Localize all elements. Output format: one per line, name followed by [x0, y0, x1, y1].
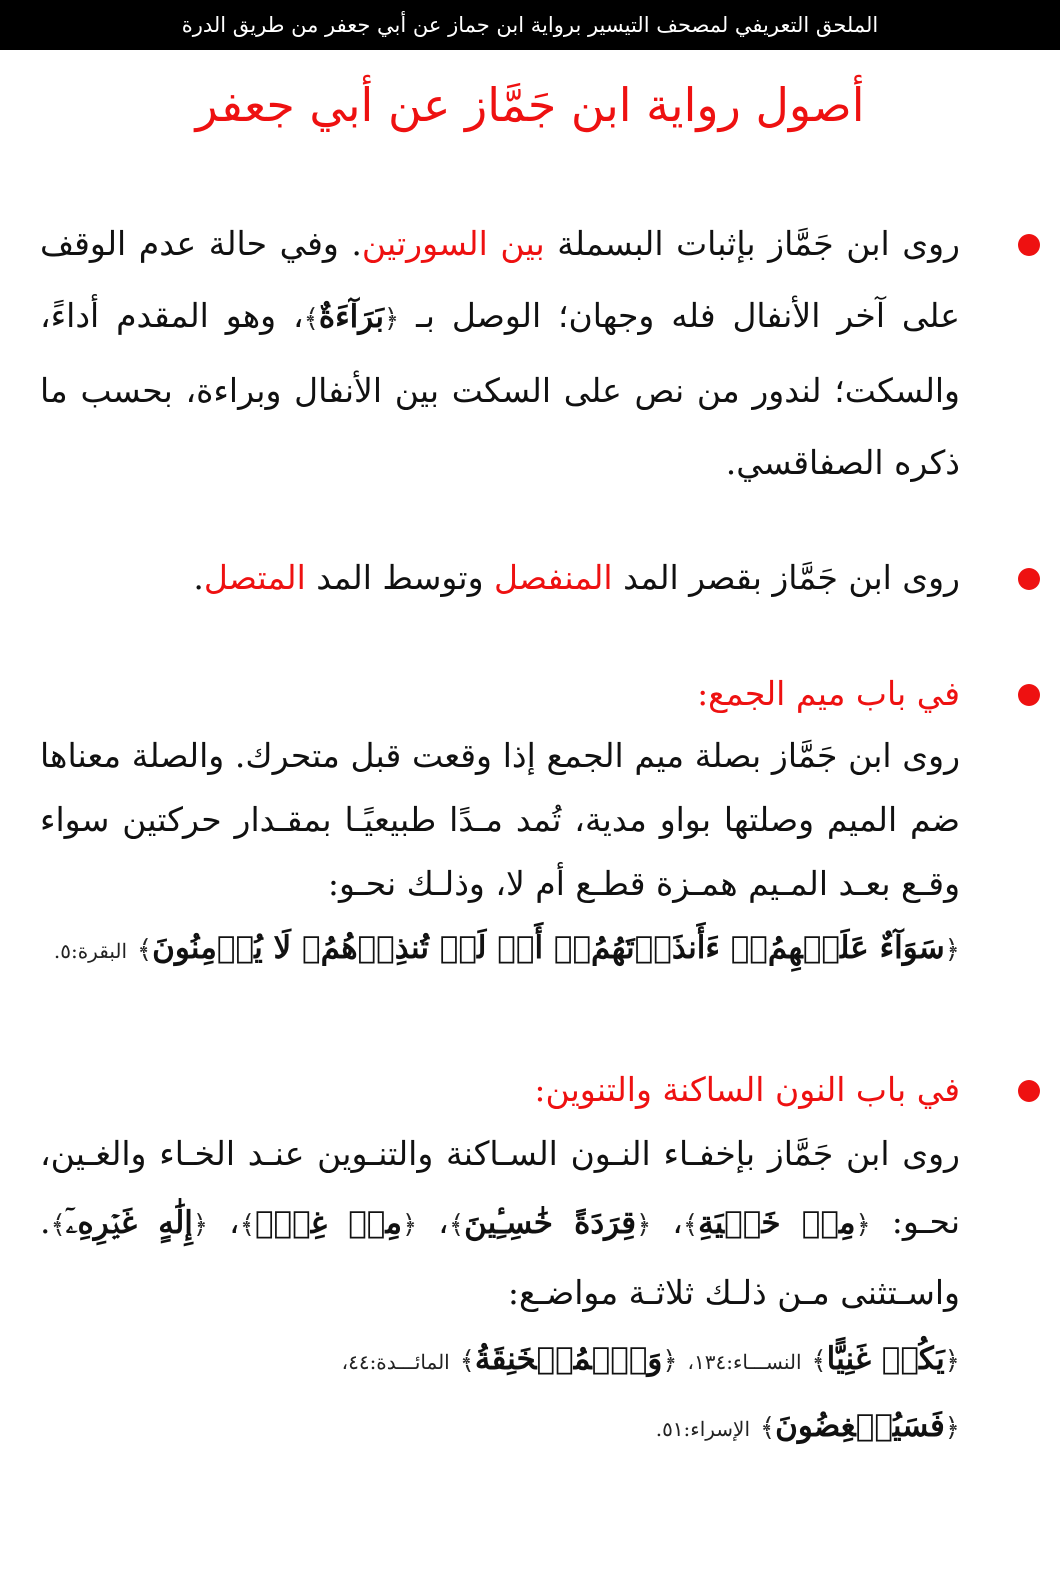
verse-min-khashyah [683, 1205, 871, 1241]
verse-ilahin-ghayruh [51, 1205, 209, 1241]
verse-line [40, 1327, 960, 1394]
bracket-open-icon: ﴿ [402, 1210, 418, 1240]
verse-reference: الإسراء:٥١. [655, 1417, 751, 1441]
header-bar [0, 0, 1060, 50]
verse-text: مِنۡ غِلّٖ [254, 1205, 403, 1241]
section-madd-text [40, 542, 960, 614]
bracket-close-icon: ﴾ [759, 1413, 776, 1443]
highlight-term: المنفصل [494, 558, 613, 597]
text-segment: روى ابن جَمَّاز بإخفـاء النـون السـاكنة والتنـوين عنـد الخـاء والغـين، نحـو: [40, 1134, 961, 1241]
text-segment: روى ابن جَمَّاز بقصر المد [612, 558, 960, 597]
verse-line [40, 1394, 960, 1461]
text-segment: وتوسط المد [305, 558, 495, 597]
verse-reference: المائـــدة:٤٤، [341, 1350, 450, 1374]
bracket-close-icon: ﴾ [448, 1210, 465, 1240]
bracket-open-icon: ﴿ [662, 1346, 678, 1376]
bracket-open-icon: ﴿ [944, 1346, 960, 1376]
verse-bara-a [304, 299, 400, 335]
bracket-close-icon: ﴾ [239, 1210, 255, 1240]
bracket-open-icon: ﴿ [384, 304, 400, 334]
verse-text: إِلَٰهٍ غَيۡرِهِۦٓ [65, 1205, 193, 1241]
text-segment: . [193, 558, 204, 597]
text-segment: . وفي حالة عدم الوقف على آخر الأنفال فله وجهان؛ الوصل بـ [40, 224, 960, 335]
bracket-open-icon: ﴿ [944, 935, 960, 965]
verse-yakun-ghaniyya [811, 1341, 960, 1377]
text-segment: . واسـتثنى مـن ذلـك ثلاثـة مواضـع: [40, 1202, 960, 1312]
verse-fasayunghidun [760, 1408, 960, 1444]
verse-reference: البقرة:٥. [53, 939, 128, 963]
verse-munkhaniqah [460, 1341, 678, 1377]
header-title: الملحق التعريفي لمصحف التيسير برواية ابن جماز عن أبي جعفر من طريق الدرة [181, 13, 879, 37]
bullet-icon [1018, 234, 1040, 256]
section-basmala [40, 208, 1040, 499]
bullet-icon [1018, 684, 1040, 706]
verse-text: مِنۡ خَشۡيَةِ [698, 1205, 856, 1241]
verse-min-ghill [240, 1205, 418, 1241]
bracket-open-icon: ﴿ [192, 1210, 209, 1240]
verse-text: بَرَآءَةٌ [318, 299, 385, 335]
bracket-open-icon: ﴿ [636, 1210, 652, 1240]
verse-qiradatan [449, 1205, 652, 1241]
verse-text: وَٱلۡمُنۡخَنِقَةُ [474, 1341, 663, 1377]
highlight-term: بين السورتين [361, 224, 545, 263]
bracket-close-icon: ﴾ [50, 1210, 66, 1240]
section-nun-sakinah [40, 1060, 1040, 1461]
bracket-open-icon: ﴿ [855, 1210, 871, 1240]
bracket-close-icon: ﴾ [682, 1210, 699, 1240]
verse-reference: النســـاء:١٣٤، [687, 1350, 802, 1374]
section-mim-jam-text: روى ابن جَمَّاز بصلة ميم الجمع إذا وقعت قبل متحرك. والصلة معناها ضم الميم وصلتها بواو مدية، تُمد مـدًا طبيعيًـا بمقـدار حركتين سواء وقـع بعـد المـيم همـزة قطـع أم لا، وذلـك نحـو: [40, 736, 960, 903]
bracket-close-icon: ﴾ [811, 1346, 827, 1376]
section-mim-jam [40, 664, 1040, 983]
bullet-icon [1018, 568, 1040, 590]
text-segment: روى ابن جَمَّاز بإثبات البسملة [544, 224, 960, 263]
verse-baqarah-5 [137, 930, 960, 966]
verse-text: يَكُنۡ غَنِيًّا [826, 1341, 945, 1377]
bracket-close-icon: ﴾ [136, 935, 153, 965]
bracket-close-icon: ﴾ [303, 304, 319, 334]
section-basmala-text [40, 208, 960, 499]
section-heading: في باب النون الساكنة والتنوين: [534, 1070, 960, 1109]
section-nun-sakinah-text: روى ابن جَمَّاز بإخفـاء النـون السـاكنة والتنـوين عنـد الخـاء والغـين، نحـو: ﴿مِنۡ خَشۡيَةِ﴾، ﴿قِرَدَةً خَٰسِـِٔينَ﴾، ﴿مِنۡ غِلّٖ﴾، ﴿إِلَٰهٍ غَيۡرِهِۦٓ﴾. واسـتثنى مـن ذلـك ثلاثـة مواضـع: [40, 1134, 961, 1312]
section-madd [40, 542, 1040, 614]
verse-text: قِرَدَةً خَٰسِـِٔينَ [464, 1205, 637, 1241]
bullet-icon [1018, 1080, 1040, 1102]
text-segment: ، وهو المقدم أداءً، والسكت؛ لندور من نص على السكت بين الأنفال وبراءة، بحسب ما ذكره الصفاقسي. [40, 296, 960, 482]
verse-line [40, 916, 960, 983]
verse-text: سَوَآءٌ عَلَيۡهِمُۥٓ ءَأَنذَرۡتَهُمُۥٓ أَمۡ لَمۡ تُنذِرۡهُمُۥ لَا يُؤۡمِنُونَ [152, 930, 945, 966]
bracket-open-icon: ﴿ [944, 1413, 960, 1443]
highlight-term: المتصل [203, 558, 306, 597]
page-title: أصول رواية ابن جَمَّاز عن أبي جعفر [195, 78, 865, 132]
bracket-close-icon: ﴾ [459, 1346, 475, 1376]
section-heading: في باب ميم الجمع: [697, 674, 960, 713]
verse-text: فَسَيُنۡغِضُونَ [775, 1408, 945, 1444]
